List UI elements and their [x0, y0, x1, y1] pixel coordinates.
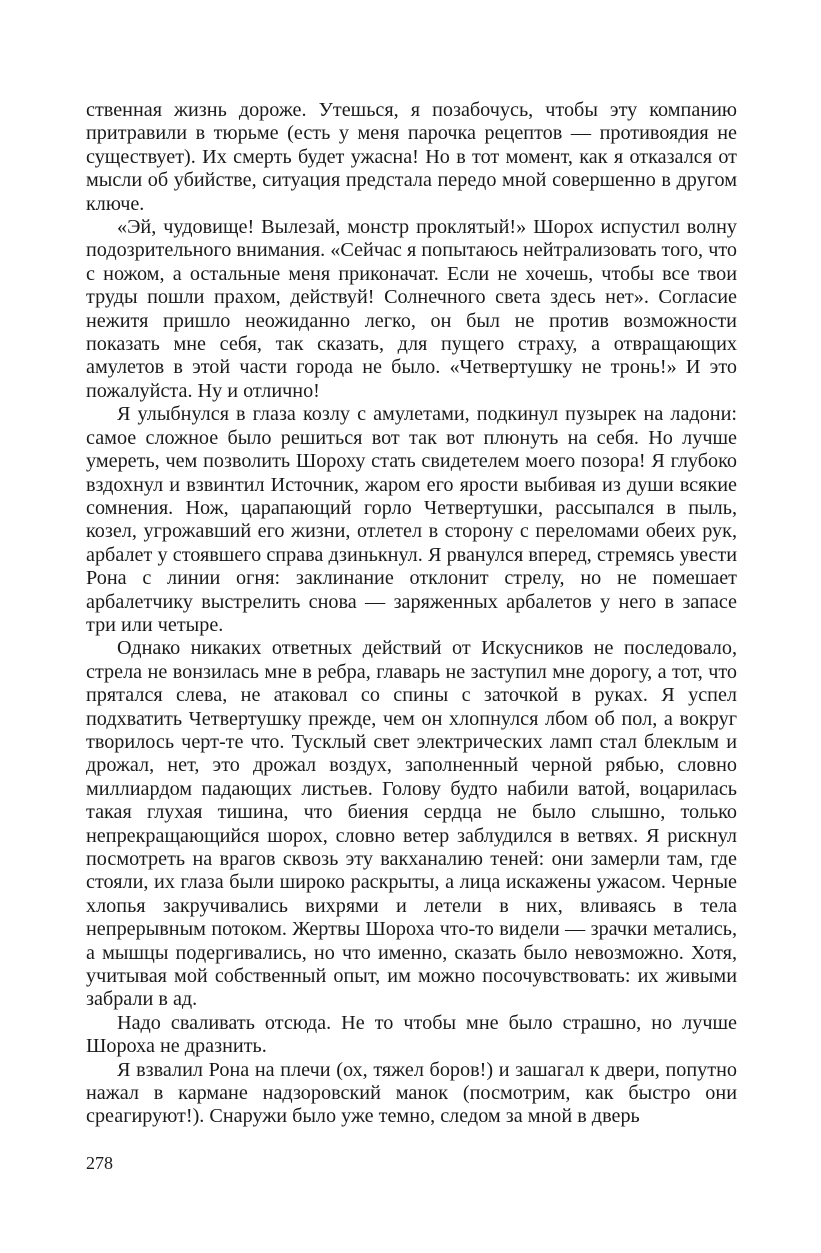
- paragraph-6: Я взвалил Рона на плечи (ох, тяжел боров!) и зашагал к двери, попутно нажал в кармане надзоровский манок (посмотрим, как быстро они среагируют!). Снаружи было уже темно, следом за мной в дверь: [86, 1058, 737, 1128]
- page-body: [86, 99, 737, 1129]
- paragraph-3: Я улыбнулся в глаза козлу с амулетами, подкинул пузырек на ладони: самое сложное было решиться вот так вот плюнуть на себя. Но лучше умереть, чем позволить Шороху стать свидетелем моего позора! Я глубоко вздохнул и взвинтил Источник, жаром его ярости выбивая из души всякие сомнения. Нож, царапающий горло Четвертушки, рассыпался в пыль, козел, угрожавший его жизни, отлетел в сторону с переломами обеих рук, арбалет у стоявшего справа дзинькнул. Я рванулся вперед, стремясь увести Рона с линии огня: заклинание отклонит стрелу, но не помешает арбалетчику выстрелить снова — заряженных арбалетов у него в запасе три или четыре.: [86, 403, 737, 636]
- paragraph-4: Однако никаких ответных действий от Искусников не последовало, стрела не вонзилась мне в ребра, главарь не заступил мне дорогу, а тот, что прятался слева, не атаковал со спины с заточкой в руках. Я успел подхватить Четвертушку прежде, чем он хлопнулся лбом об пол, а вокруг творилось черт-те что. Тусклый свет электрических ламп стал блеклым и дрожал, нет, это дрожал воздух, заполненный черной рябью, словно миллиардом падающих листьев. Голову будто набили ватой, воцарилась такая глухая тишина, что биения сердца не было слышно, только непрекращающийся шорох, словно ветер заблудился в ветвях. Я рискнул посмотреть на врагов сквозь эту вакханалию теней: они замерли там, где стояли, их глаза были широко раскрыты, а лица искажены ужасом. Черные хлопья закручивались вихрями и летели в них, вливаясь в тела непрерывным потоком. Жертвы Шороха что-то видели — зрачки метались, а мышцы подергивались, но что именно, сказать было невозможно. Хотя, учитывая мой собственный опыт, им можно посочувствовать: их живыми забрали в ад.: [86, 637, 737, 1011]
- paragraph-2: «Эй, чудовище! Вылезай, монстр проклятый!» Шорох испустил волну подозрительного внимания. «Сейчас я попытаюсь нейтрализовать того, что с ножом, а остальные меня приконачат. Если не хочешь, чтобы все твои труды пошли прахом, действуй! Солнечного света здесь нет». Согласие нежитя пришло неожиданно легко, он был не против возможности показать мне себя, так сказать, для пущего страху, а отвращающих амулетов в этой части города не было. «Четвертушку не тронь!» И это пожалуйста. Ну и отлично!: [86, 216, 737, 402]
- text-block: [86, 99, 737, 1129]
- paragraph-1: ственная жизнь дороже. Утешься, я позабочусь, чтобы эту компанию притравили в тюрьме (есть у меня парочка рецептов — противоядия не существует). Их смерть будет ужасна! Но в тот момент, как я отказался от мысли об убийстве, ситуация предстала передо мной совершенно в другом ключе.: [86, 99, 737, 215]
- page-number: 278: [86, 1153, 113, 1173]
- paragraph-5: Надо сваливать отсюда. Не то чтобы мне было страшно, но лучше Шороха не дразнить.: [86, 1011, 737, 1058]
